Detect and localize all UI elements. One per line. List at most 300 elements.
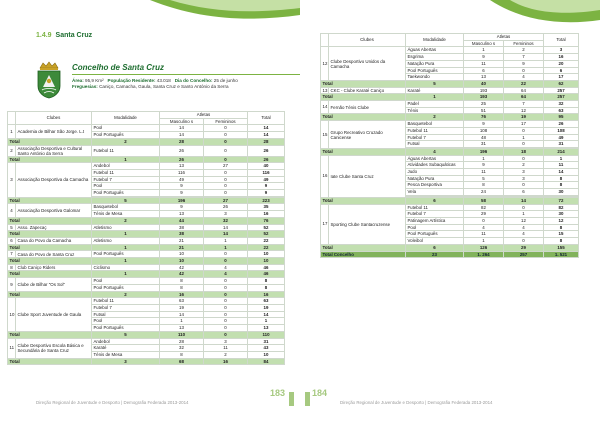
total-row (8, 138, 285, 145)
femininos-cell: 11 (204, 345, 248, 352)
masculinos-cell: 42 (160, 264, 204, 271)
total-cell: 20 (544, 60, 579, 67)
modalidade-cell: Futebol 11 (92, 298, 160, 305)
masculinos-cell: 1 (464, 238, 504, 245)
col-clubes: Clubes (16, 112, 92, 125)
femininos-cell: 0 (204, 176, 248, 183)
masculinos-total: 68 (160, 358, 204, 365)
modalidades-count: 1 (92, 244, 160, 251)
club-index: 1 (8, 125, 16, 138)
modalidade-cell: Atletismo (92, 224, 160, 231)
table-row (321, 101, 579, 108)
femininos-cell: 17 (504, 121, 544, 128)
club-index: 8 (8, 264, 16, 271)
masculinos-cell: 24 (464, 189, 504, 196)
modalidade-cell: Futebol 7 (406, 134, 464, 141)
masculinos-total: 28 (160, 138, 204, 145)
total-row (8, 331, 285, 338)
total-cell: 35 (248, 204, 285, 211)
total-cell: 14 (544, 169, 579, 176)
femininos-cell: 1 (504, 211, 544, 218)
modalidade-cell: Pool (92, 318, 160, 325)
total-cell: 30 (544, 211, 579, 218)
total-cell: 8 (544, 224, 579, 231)
masculinos-cell: 0 (464, 217, 504, 224)
total-label: Total (8, 217, 92, 224)
club-index: 16 (321, 155, 329, 197)
total-label: Total (8, 291, 92, 298)
page-number-right: 184 (312, 388, 328, 398)
club-name: Academia de Bilhar São Jorge. L.t (16, 125, 92, 138)
masculinos-total: 40 (464, 80, 504, 87)
total-cell: 13 (248, 325, 285, 332)
table-row (321, 121, 579, 128)
total-cell: 1 (544, 155, 579, 162)
modalidades-count: 2 (92, 138, 160, 145)
table-row (8, 338, 285, 345)
col-masculinos: Masculino s (464, 40, 504, 47)
masculinos-cell: 5 (464, 175, 504, 182)
total-row (8, 156, 285, 163)
total-row (321, 148, 579, 155)
total-cell: 8 (544, 238, 579, 245)
masculinos-total: 42 (160, 271, 204, 278)
femininos-cell: 0 (504, 182, 544, 189)
femininos-cell: 3 (204, 338, 248, 345)
total-cell: 8 (248, 278, 285, 285)
club-index: 3 (8, 163, 16, 198)
femininos-cell: 0 (204, 190, 248, 197)
total-cell: 30 (544, 189, 579, 196)
modalidade-cell: Karaté (406, 87, 464, 94)
masculinos-cell: 48 (464, 134, 504, 141)
modalidade-cell: Ténis de Mesa (92, 351, 160, 358)
col-index (321, 34, 329, 47)
club-index: 14 (321, 101, 329, 114)
femininos-cell: 0 (204, 325, 248, 332)
femininos-cell: 0 (204, 304, 248, 311)
total-total: 223 (248, 197, 285, 204)
masculinos-cell: 9 (160, 190, 204, 197)
modalidade-cell: Andebol (92, 338, 160, 345)
modalidade-cell: Pool Português (406, 231, 464, 238)
modalidade-cell: Futebol 11 (92, 169, 160, 176)
total-label: Total (8, 244, 92, 251)
modalidade-cell: Futsal (406, 141, 464, 148)
masculinos-total: 21 (160, 244, 204, 251)
club-index: 5 (8, 224, 16, 231)
modalidade-cell: Futebol 7 (92, 304, 160, 311)
footer-text-left: Direção Regional de Juventude e Desporto | Demografia Federada 2013-2014 (36, 400, 189, 405)
modalidade-cell: Águas Abertas (406, 155, 464, 162)
col-atletas: Atletas (160, 112, 248, 119)
femininos-cell: 26 (204, 204, 248, 211)
femininos-cell: 6 (504, 189, 544, 196)
femininos-cell: 0 (504, 238, 544, 245)
total-cell: 9 (248, 183, 285, 190)
club-name: Clube Sport Juventude de Gaula (16, 298, 92, 332)
total-cell: 82 (544, 204, 579, 211)
femininos-cell: 0 (504, 204, 544, 211)
total-cell: 1 (248, 318, 285, 325)
modalidade-cell: Futebol 7 (406, 211, 464, 218)
section-title: Santa Cruz (55, 32, 93, 39)
masculinos-cell: 51 (464, 107, 504, 114)
masculinos-cell: 14 (160, 311, 204, 318)
femininos-cell: 2 (504, 162, 544, 169)
col-total: Total (544, 34, 579, 47)
modalidades-count: 4 (406, 148, 464, 155)
modalidades-count: 5 (406, 80, 464, 87)
femininos-total: 22 (504, 80, 544, 87)
total-cell: 3 (544, 47, 579, 54)
club-name: CKC - Clube Karaté Caniço (329, 87, 406, 94)
masculinos-cell: 11 (464, 169, 504, 176)
table-row (8, 278, 285, 285)
page-number-left: 183 (270, 388, 286, 398)
masculinos-cell: 13 (160, 325, 204, 332)
total-cell: 63 (248, 298, 285, 305)
masculinos-total: 58 (464, 197, 504, 204)
total-cell: 12 (544, 217, 579, 224)
femininos-total: 19 (504, 114, 544, 121)
total-cell: 40 (248, 163, 285, 170)
masculinos-cell: 8 (160, 284, 204, 291)
modalidade-cell: Ténis de Mesa (92, 211, 160, 218)
modalidade-cell: Voleibol (406, 238, 464, 245)
total-total: 214 (544, 148, 579, 155)
footer-text-right: Direção Regional de Juventude e Desporto | Demografia Federada 2013-2014 (340, 400, 493, 405)
table-row (8, 204, 285, 211)
total-label: Total (321, 114, 406, 121)
concelho-title: Concelho de Santa Cruz (72, 63, 165, 72)
modalidade-cell: Karaté (92, 345, 160, 352)
masculinos-total: 16 (160, 291, 204, 298)
femininos-cell: 7 (504, 54, 544, 61)
info-line-1: Área: 95,9 Km² População Residente: 43.018 Dia do Concelho: 25 de junho (72, 78, 238, 83)
femininos-cell: 1 (504, 134, 544, 141)
club-index: 13 (322, 87, 328, 93)
total-row (8, 197, 285, 204)
clubs-table-left (7, 111, 285, 365)
total-cell: 22 (248, 237, 285, 244)
modalidade-cell: Pool Português (92, 325, 160, 332)
femininos-total: 0 (204, 156, 248, 163)
col-atletas: Atletas (464, 34, 544, 41)
total-label: Total (8, 331, 92, 338)
femininos-cell: 7 (504, 101, 544, 108)
total-total: 257 (544, 94, 579, 101)
masculinos-cell: 14 (160, 132, 204, 139)
femininos-cell: 0 (204, 251, 248, 258)
masculinos-cell: 26 (160, 145, 204, 156)
total-label: Total (321, 197, 406, 204)
masculinos-cell: 49 (160, 176, 204, 183)
femininos-cell: 3 (504, 175, 544, 182)
clubs-table-right (320, 33, 579, 258)
total-cell: 43 (248, 345, 285, 352)
femininos-cell: 4 (504, 224, 544, 231)
header-swoosh-right (300, 0, 600, 26)
modalidades-count: 5 (92, 331, 160, 338)
col-masculinos: Masculino s (160, 118, 204, 125)
modalidades-count: 2 (92, 217, 160, 224)
femininos-cell: 2 (204, 351, 248, 358)
masculinos-total: 1. 264 (464, 251, 504, 258)
total-label: Total (8, 271, 92, 278)
total-total: 10 (248, 258, 285, 265)
total-cell: 26 (544, 121, 579, 128)
total-label: Total (8, 258, 92, 265)
modalidade-cell: Pool Português (92, 190, 160, 197)
total-row (8, 291, 285, 298)
club-index: 7 (8, 251, 16, 258)
table-row (8, 237, 285, 244)
table-row (8, 224, 285, 231)
total-cell: 31 (544, 141, 579, 148)
concelho-info (72, 78, 238, 90)
modalidades-count: 1 (406, 94, 464, 101)
club-name: Casa do Povo da Camacha (16, 237, 92, 244)
modalidades-count: 6 (406, 244, 464, 251)
club-index: 17 (321, 204, 329, 244)
total-cell: 15 (544, 231, 579, 238)
femininos-total: 1 (204, 244, 248, 251)
total-cell: 257 (544, 87, 579, 94)
total-cell: 8 (544, 182, 579, 189)
section-heading (36, 32, 92, 39)
femininos-cell: 0 (504, 141, 544, 148)
total-total: 76 (248, 217, 285, 224)
modalidade-cell: Pool (406, 224, 464, 231)
club-index: 4 (8, 204, 16, 217)
total-total: 46 (248, 271, 285, 278)
modalidade-cell: Judo (406, 169, 464, 176)
femininos-cell: 1 (204, 237, 248, 244)
femininos-total: 32 (204, 217, 248, 224)
modalidade-cell: Taekwondo (406, 74, 464, 81)
masculinos-total: 126 (464, 244, 504, 251)
header-swoosh-left (0, 0, 300, 26)
modalidades-count: 1 (92, 271, 160, 278)
total-cell: 8 (248, 284, 285, 291)
table-row (321, 87, 579, 94)
club-name: Clube Desportivo Escola Básica e Secundária de Santa Cruz (16, 338, 92, 358)
masculinos-cell: 25 (464, 101, 504, 108)
masculinos-total: 26 (160, 156, 204, 163)
femininos-cell: 0 (204, 278, 248, 285)
masculinos-cell: 32 (160, 345, 204, 352)
table-row (321, 155, 579, 162)
femininos-total: 27 (204, 197, 248, 204)
municipal-crest-icon (34, 60, 64, 100)
col-femininos: Femininos (204, 118, 248, 125)
modalidades-count: 2 (406, 114, 464, 121)
masculinos-cell: 31 (464, 141, 504, 148)
modalidade-cell: Esgrima (406, 54, 464, 61)
club-name: Clube de Bilhar "Os Sol" (16, 278, 92, 291)
modalidades-count: 1 (92, 258, 160, 265)
masculinos-total: 76 (464, 114, 504, 121)
femininos-cell: 0 (204, 284, 248, 291)
masculinos-cell: 11 (464, 231, 504, 238)
masculinos-total: 110 (160, 331, 204, 338)
femininos-cell: 0 (204, 125, 248, 132)
femininos-cell: 0 (204, 169, 248, 176)
modalidade-cell: Futsal (92, 311, 160, 318)
femininos-cell: 14 (204, 224, 248, 231)
masculinos-cell: 14 (160, 125, 204, 132)
modalidade-cell: Atividades Subaquáticas (406, 162, 464, 169)
modalidade-cell: Patinagem Artística (406, 217, 464, 224)
femininos-cell: 12 (504, 107, 544, 114)
total-cell: 10 (248, 351, 285, 358)
total-label: Total (321, 80, 406, 87)
femininos-cell: 0 (204, 132, 248, 139)
club-index: 11 (8, 338, 16, 358)
total-cell: 31 (248, 338, 285, 345)
club-name: Grupo Recreativo Cruzado Canicense (329, 121, 406, 149)
total-cell: 63 (544, 107, 579, 114)
club-name: Associação Desportiva e Cultural Santo António da Serra (16, 145, 92, 156)
femininos-total: 0 (204, 138, 248, 145)
club-name: Sporting Clube Santacruzense (329, 204, 406, 244)
table-row (8, 251, 285, 258)
femininos-total: 16 (204, 358, 248, 365)
col-total: Total (248, 112, 285, 125)
total-total: 52 (248, 231, 285, 238)
masculinos-total: 38 (160, 231, 204, 238)
femininos-cell: 0 (204, 145, 248, 156)
modalidade-cell: Pool Português (92, 132, 160, 139)
section-number: 1.4.9 (36, 32, 52, 39)
total-row (8, 217, 285, 224)
masculinos-cell: 10 (160, 251, 204, 258)
femininos-total: 18 (504, 148, 544, 155)
modalidade-cell: Andebol (92, 163, 160, 170)
femininos-cell: 12 (504, 217, 544, 224)
club-name: Associação Desportiva Galomar (16, 204, 92, 217)
masculinos-total: 196 (160, 197, 204, 204)
total-total: 155 (544, 244, 579, 251)
total-row (321, 197, 579, 204)
modalidade-cell: Ciclismo (92, 264, 160, 271)
masculinos-cell: 13 (160, 163, 204, 170)
masculinos-cell: 9 (464, 54, 504, 61)
modalidade-cell: Pesca Desportiva (406, 182, 464, 189)
total-row (8, 244, 285, 251)
femininos-cell: 64 (504, 87, 544, 94)
modalidade-cell: Pool Português (406, 67, 464, 74)
femininos-total: 29 (504, 244, 544, 251)
masculinos-cell: 9 (160, 204, 204, 211)
total-cell: 17 (544, 74, 579, 81)
table-row (8, 145, 285, 156)
modalidade-cell: Futebol 7 (92, 176, 160, 183)
modalidade-cell: Pool Português (92, 284, 160, 291)
modalidade-cell: Vela (406, 189, 464, 196)
femininos-cell: 0 (204, 298, 248, 305)
total-cell: 10 (248, 251, 285, 258)
femininos-cell: 0 (504, 127, 544, 134)
club-name: Asso. Zapecaç (16, 224, 92, 231)
masculinos-cell: 19 (160, 304, 204, 311)
total-cell: 8 (544, 175, 579, 182)
modalidade-cell: Pool (92, 125, 160, 132)
masculinos-cell: 63 (160, 298, 204, 305)
femininos-cell: 3 (204, 211, 248, 218)
total-cell: 26 (248, 145, 285, 156)
masculinos-cell: 116 (160, 169, 204, 176)
masculinos-total: 44 (160, 217, 204, 224)
total-cell: 9 (248, 190, 285, 197)
table-row (8, 125, 285, 132)
femininos-cell: 0 (204, 318, 248, 325)
total-total: 28 (248, 138, 285, 145)
femininos-cell: 4 (504, 231, 544, 238)
modalidade-cell: Basquetebol (406, 121, 464, 128)
total-label: Total (321, 94, 406, 101)
col-clubes: Clubes (329, 34, 406, 47)
modalidades-count: 3 (92, 358, 160, 365)
masculinos-cell: 21 (160, 237, 204, 244)
masculinos-cell: 8 (160, 351, 204, 358)
total-cell: 14 (248, 125, 285, 132)
total-label: Total Concelho (321, 251, 406, 258)
masculinos-cell: 193 (464, 87, 504, 94)
masculinos-cell: 9 (160, 183, 204, 190)
grand-total-row (321, 251, 579, 258)
modalidade-cell: Futebol 11 (406, 127, 464, 134)
masculinos-cell: 1 (464, 155, 504, 162)
table-row (321, 47, 579, 54)
total-total: 84 (248, 358, 285, 365)
total-row (321, 244, 579, 251)
total-cell: 52 (248, 224, 285, 231)
masculinos-cell: 1 (464, 47, 504, 54)
masculinos-cell: 13 (160, 211, 204, 218)
title-underline (72, 74, 300, 75)
total-cell: 49 (248, 176, 285, 183)
total-label: Total (8, 231, 92, 238)
modalidade-cell: Padel (406, 101, 464, 108)
total-row (321, 80, 579, 87)
col-modalidade: Modalidade (92, 112, 160, 125)
total-cell: 116 (248, 169, 285, 176)
modalidades-count: 5 (92, 197, 160, 204)
page-marker-bar-left (289, 392, 294, 406)
masculinos-cell: 9 (464, 121, 504, 128)
total-total: 1. 521 (544, 251, 579, 258)
table-row (8, 163, 285, 170)
masculinos-cell: 8 (464, 182, 504, 189)
masculinos-cell: 29 (464, 211, 504, 218)
masculinos-cell: 13 (464, 74, 504, 81)
masculinos-cell: 38 (160, 224, 204, 231)
total-cell: 49 (544, 134, 579, 141)
total-total: 110 (248, 331, 285, 338)
table-row (8, 298, 285, 305)
total-row (321, 114, 579, 121)
table-row (8, 264, 285, 271)
total-row (8, 358, 285, 365)
femininos-cell: 2 (504, 47, 544, 54)
col-index (8, 112, 16, 125)
femininos-total: 0 (204, 258, 248, 265)
modalidade-cell: Natação Pura (406, 60, 464, 67)
total-total: 16 (248, 291, 285, 298)
masculinos-cell: 28 (160, 338, 204, 345)
